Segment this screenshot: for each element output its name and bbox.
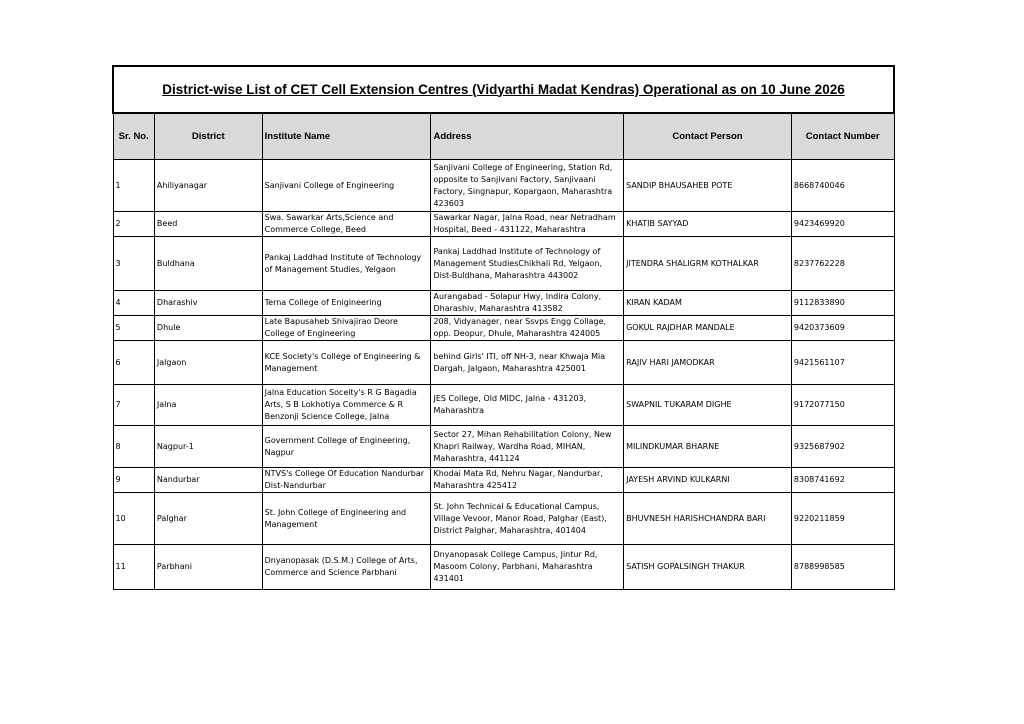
cell-institute-name: St. John College of Engineering and Management	[262, 493, 431, 545]
cell-address: 208, Vidyanager, near Ssvps Engg Collage, opp. Deopur, Dhule, Maharashtra 424005	[431, 316, 624, 341]
table-body	[113, 160, 894, 590]
cell-institute-name: Sanjivani College of Engineering	[262, 160, 431, 212]
cell-sr-no: 11	[113, 545, 154, 590]
cell-district: Parbhani	[154, 545, 262, 590]
table-row	[113, 160, 894, 212]
cell-contact-number: 9325687902	[791, 426, 894, 468]
cell-district: Palghar	[154, 493, 262, 545]
cell-district: Buldhana	[154, 237, 262, 291]
table-row	[113, 316, 894, 341]
cell-institute-name: Jalna Education Soceity's R G Bagadia Arts, S B Lokhotiya Commerce & R Benzonji Science College, Jalna	[262, 385, 431, 426]
header-sr-no: Sr. No.	[113, 113, 154, 160]
cell-institute-name: Late Bapusaheb Shivajirao Deore College of Engineering	[262, 316, 431, 341]
cell-district: Beed	[154, 212, 262, 237]
cell-institute-name: Terna College of Enigineering	[262, 291, 431, 316]
cell-district: Jalgaon	[154, 341, 262, 385]
cell-address: Pankaj Laddhad Institute of Technology of Management StudiesChikhali Rd, Yelgaon, Dist-Buldhana, Maharashtra 443002	[431, 237, 624, 291]
header-row	[113, 113, 894, 160]
cell-contact-number: 8788998585	[791, 545, 894, 590]
cell-contact-person: KHATIB SAYYAD	[624, 212, 792, 237]
title-cell	[113, 66, 894, 113]
cell-address: Dnyanopasak College Campus, Jintur Rd, Masoom Colony, Parbhani, Maharashtra 431401	[431, 545, 624, 590]
cell-district: Nandurbar	[154, 468, 262, 493]
cell-district: Jalna	[154, 385, 262, 426]
cell-contact-number: 9172077150	[791, 385, 894, 426]
cell-contact-person: SWAPNIL TUKARAM DIGHE	[624, 385, 792, 426]
extension-centres-table	[112, 65, 895, 590]
cell-contact-person: JAYESH ARVIND KULKARNI	[624, 468, 792, 493]
cell-sr-no: 10	[113, 493, 154, 545]
cell-contact-number: 9420373609	[791, 316, 894, 341]
cell-contact-person: SANDIP BHAUSAHEB POTE	[624, 160, 792, 212]
table-row	[113, 385, 894, 426]
table-row	[113, 237, 894, 291]
cell-institute-name: Government College of Engineering, Nagpur	[262, 426, 431, 468]
document-title: District-wise List of CET Cell Extension Centres (Vidyarthi Madat Kendras) Operational as on 10 June 2026	[162, 81, 845, 97]
cell-contact-number: 9421561107	[791, 341, 894, 385]
header-contact-person: Contact Person	[624, 113, 792, 160]
cell-institute-name: Swa. Sawarkar Arts,Science and Commerce College, Beed	[262, 212, 431, 237]
cell-institute-name: KCE Society's College of Engineering & Management	[262, 341, 431, 385]
cell-sr-no: 6	[113, 341, 154, 385]
table-row	[113, 341, 894, 385]
cell-sr-no: 4	[113, 291, 154, 316]
cell-contact-number: 9423469920	[791, 212, 894, 237]
cell-address: Sawarkar Nagar, Jalna Road, near Netradham Hospital, Beed - 431122, Maharashtra	[431, 212, 624, 237]
cell-contact-person: MILINDKUMAR BHARNE	[624, 426, 792, 468]
cell-address: Sanjivani College of Engineering, Station Rd, opposite to Sanjivani Factory, Sanjivaani Factory, Singnapur, Kopargaon, Maharashtra 423603	[431, 160, 624, 212]
table-row	[113, 426, 894, 468]
cell-sr-no: 2	[113, 212, 154, 237]
cell-contact-number: 9220211859	[791, 493, 894, 545]
table-row	[113, 493, 894, 545]
header-district: District	[154, 113, 262, 160]
table-row	[113, 212, 894, 237]
cell-contact-person: JITENDRA SHALIGRM KOTHALKAR	[624, 237, 792, 291]
cell-sr-no: 5	[113, 316, 154, 341]
document-sheet	[112, 65, 895, 590]
header-institute-name: Institute Name	[262, 113, 431, 160]
cell-district: Nagpur-1	[154, 426, 262, 468]
table-row	[113, 545, 894, 590]
cell-contact-person: BHUVNESH HARISHCHANDRA BARI	[624, 493, 792, 545]
cell-contact-person: KIRAN KADAM	[624, 291, 792, 316]
cell-institute-name: Dnyanopasak (D.S.M.) College of Arts, Commerce and Science Parbhani	[262, 545, 431, 590]
cell-contact-number: 8308741692	[791, 468, 894, 493]
cell-district: Ahiliyanagar	[154, 160, 262, 212]
cell-address: Khodai Mata Rd, Nehru Nagar, Nandurbar, Maharashtra 425412	[431, 468, 624, 493]
cell-address: St. John Technical & Educational Campus, Village Vevoor, Manor Road, Palghar (East), District Palghar, Maharashtra, 401404	[431, 493, 624, 545]
cell-address: behind Girls' ITI, off NH-3, near Khwaja Mia Dargah, Jalgaon, Maharashtra 425001	[431, 341, 624, 385]
header-contact-number: Contact Number	[791, 113, 894, 160]
cell-contact-person: SATISH GOPALSINGH THAKUR	[624, 545, 792, 590]
cell-contact-person: RAJIV HARI JAMODKAR	[624, 341, 792, 385]
cell-contact-number: 8237762228	[791, 237, 894, 291]
cell-sr-no: 9	[113, 468, 154, 493]
cell-sr-no: 8	[113, 426, 154, 468]
cell-sr-no: 1	[113, 160, 154, 212]
cell-institute-name: Pankaj Laddhad Institute of Technology of Management Studies, Yelgaon	[262, 237, 431, 291]
cell-contact-number: 8668740046	[791, 160, 894, 212]
cell-address: JES College, Old MIDC, Jalna - 431203, Maharashtra	[431, 385, 624, 426]
table-row	[113, 468, 894, 493]
cell-institute-name: NTVS's College Of Education Nandurbar Dist-Nandurbar	[262, 468, 431, 493]
cell-sr-no: 7	[113, 385, 154, 426]
table-row	[113, 291, 894, 316]
cell-address: Aurangabad - Solapur Hwy, Indira Colony, Dharashiv, Maharashtra 413582	[431, 291, 624, 316]
cell-contact-number: 9112833890	[791, 291, 894, 316]
cell-district: Dharashiv	[154, 291, 262, 316]
header-address: Address	[431, 113, 624, 160]
cell-address: Sector 27, Mihan Rehabilitation Colony, New Khapri Railway, Wardha Road, MIHAN, Maharashtra, 441124	[431, 426, 624, 468]
cell-sr-no: 3	[113, 237, 154, 291]
cell-contact-person: GOKUL RAJDHAR MANDALE	[624, 316, 792, 341]
cell-district: Dhule	[154, 316, 262, 341]
